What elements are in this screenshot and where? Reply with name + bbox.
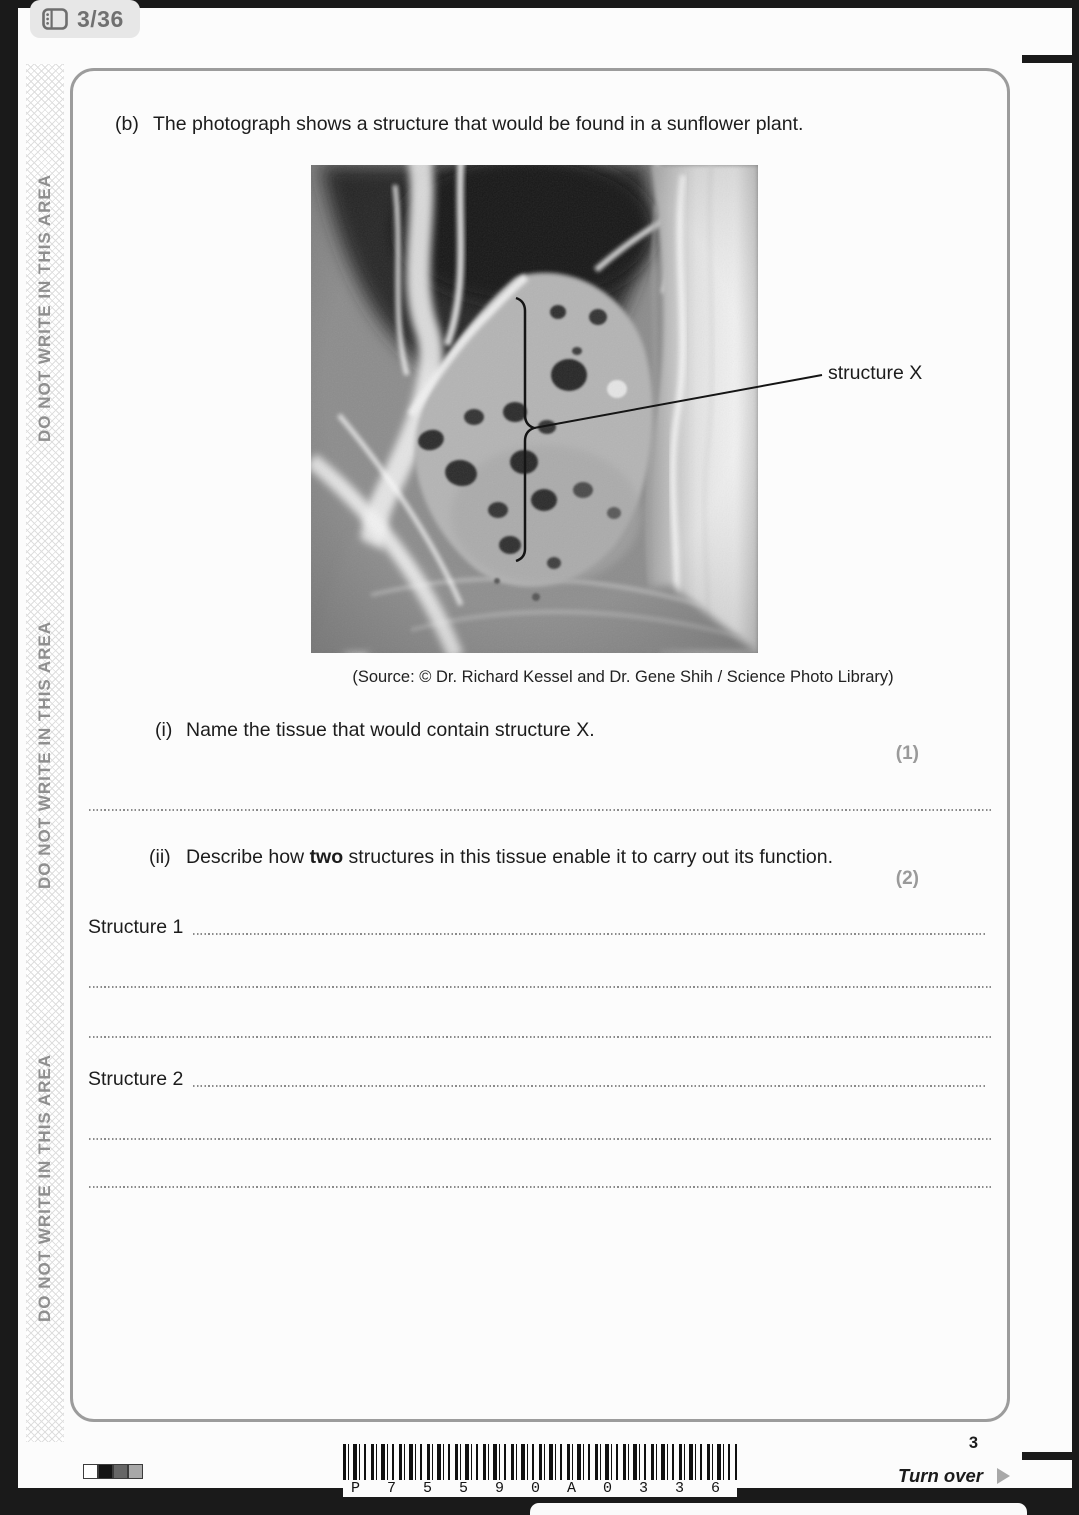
part-ii-bold-word: two (309, 846, 344, 868)
marks-part-i: (1) (895, 743, 919, 764)
answer-line[interactable] (193, 1085, 985, 1087)
viewer-page-indicator[interactable] (30, 0, 140, 38)
do-not-write-warning (26, 617, 64, 889)
calibration-square-black (98, 1464, 113, 1479)
answer-line[interactable] (89, 1138, 991, 1140)
part-i-text: Name the tissue that would contain structure X. (186, 719, 595, 741)
figure-block (73, 165, 1007, 653)
page-indicator-label: 3/36 (77, 5, 124, 32)
do-not-write-text: DO NOT WRITE IN THIS AREA (35, 620, 54, 889)
answer-line[interactable] (89, 1186, 991, 1188)
question-container (70, 68, 1010, 1422)
structure-x-label: structure X (828, 362, 923, 384)
question-part-b (115, 113, 803, 136)
do-not-write-warning (26, 1050, 64, 1322)
exam-barcode (343, 1444, 737, 1483)
answer-line[interactable] (89, 1036, 991, 1038)
next-page-peek (530, 1503, 1027, 1515)
turn-over-indicator (860, 1465, 1010, 1487)
sidebar-pages-icon (42, 8, 68, 30)
figure-caption: (Source: © Dr. Richard Kessel and Dr. Gene Shih / Science Photo Library) (352, 668, 894, 686)
calibration-square-lightgray (128, 1464, 143, 1479)
micrograph-photo (311, 165, 758, 653)
answer-line[interactable] (193, 933, 985, 935)
page-edge-tab-top (1022, 55, 1079, 63)
part-ii-text: Describe how two structures in this tissue enable it to carry out its function. (186, 846, 834, 868)
print-calibration-squares (83, 1464, 143, 1479)
structure-2-label: Structure 2 (88, 1068, 184, 1090)
turn-over-arrow-icon (997, 1468, 1010, 1484)
do-not-write-text: DO NOT WRITE IN THIS AREA (35, 173, 54, 442)
turn-over-text: Turn over (898, 1465, 983, 1486)
page-edge-tab-bottom (1022, 1452, 1079, 1460)
question-part-i (155, 719, 595, 742)
barcode-text: P 7 5 5 9 0 A 0 3 3 6 (343, 1480, 737, 1497)
answer-line[interactable] (89, 986, 991, 988)
part-i-label: (i) (155, 719, 173, 741)
structure-2-row (88, 1068, 987, 1091)
part-b-text: The photograph shows a structure that would be found in a sunflower plant. (153, 113, 804, 135)
calibration-square-white (83, 1464, 98, 1479)
question-part-ii (149, 846, 833, 869)
part-ii-label: (ii) (149, 846, 171, 868)
page-number: 3 (968, 1434, 978, 1452)
calibration-square-darkgray (113, 1464, 128, 1479)
marks-part-ii: (2) (895, 868, 919, 889)
structure-1-label: Structure 1 (88, 916, 184, 938)
do-not-write-warning (26, 170, 64, 442)
structure-1-row (88, 916, 987, 939)
part-b-label: (b) (115, 113, 139, 135)
answer-line[interactable] (89, 809, 991, 811)
do-not-write-text: DO NOT WRITE IN THIS AREA (35, 1053, 54, 1322)
